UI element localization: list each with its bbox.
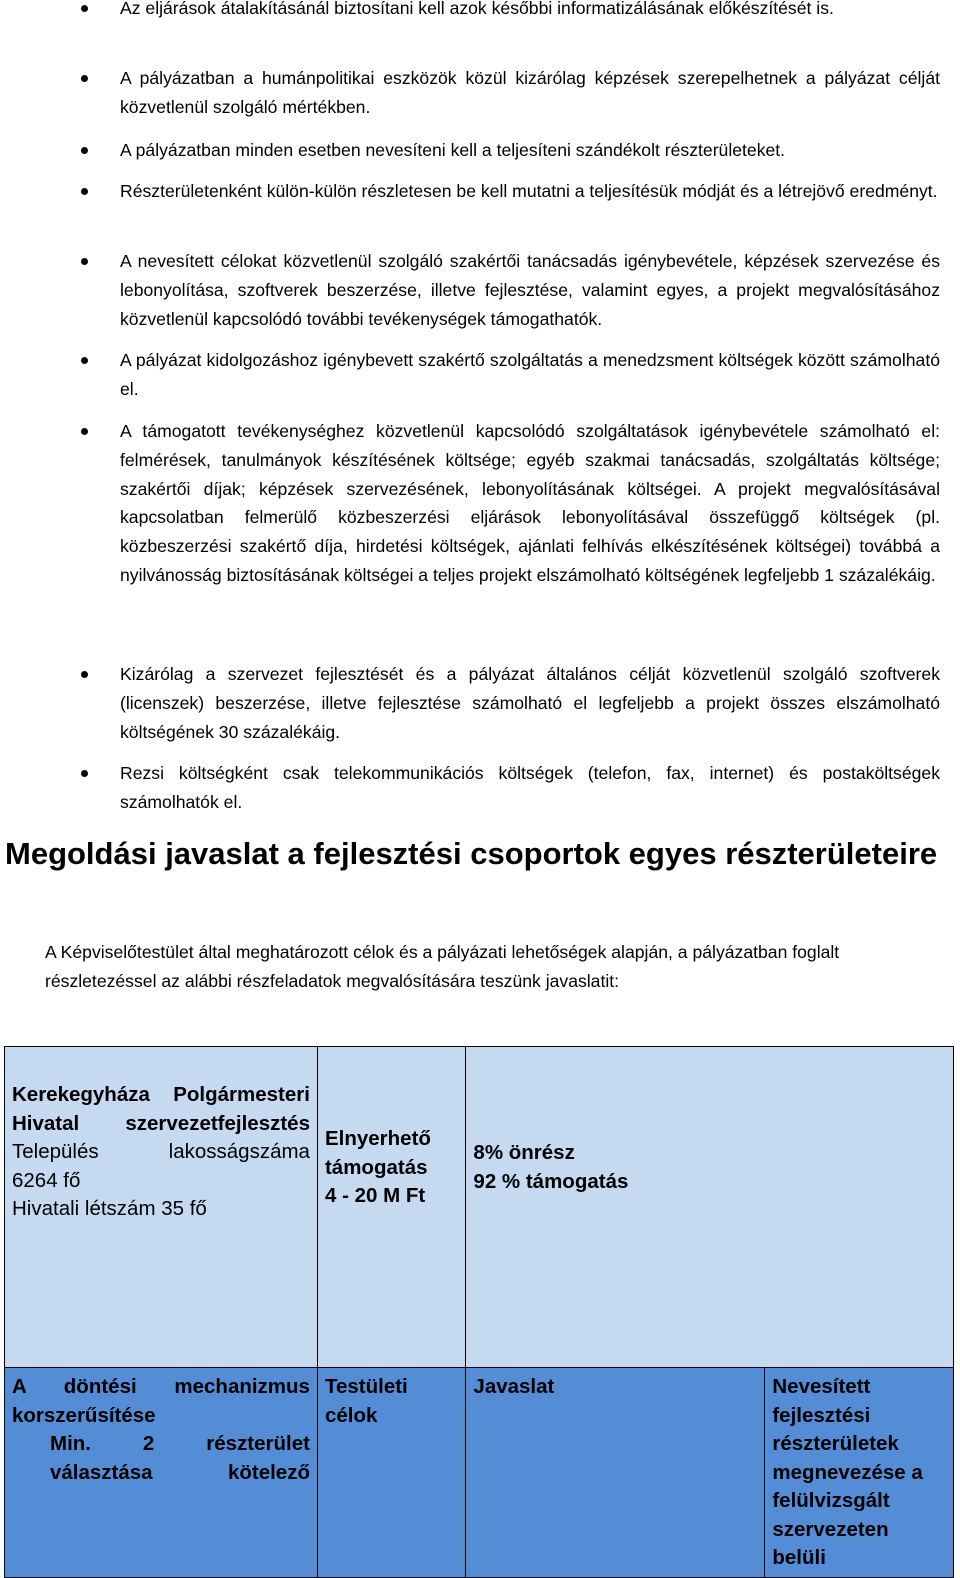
section-heading: Megoldási javaslat a fejlesztési csoportok egyes részterületeire [5,836,938,871]
bullet-item: A pályázatban a humánpolitikai eszközök közül kizárólag képzések szerepelhetnek a pályázat célját közvetlenül szolgáló mértékben. [120,64,940,122]
decision-mechanism-cell [5,1368,318,1578]
bullet-item: A pályázat kidolgozáshoz igénybevett szakértő szolgáltatás a menedzsment költségek között számolható el. [120,346,940,404]
grant-label: Elnyerhető támogatás [324,1127,431,1179]
proposal-cell: Javaslat [466,1368,765,1578]
decision-note: Min. 2 részterület választása kötelező [50,1432,310,1484]
council-goals-cell: Testületi célok [317,1368,465,1578]
bullet-dot-icon [81,428,88,435]
proposal-table [4,1046,954,1578]
population-value: 6264 fő [12,1168,81,1192]
bullet-dot-icon [81,147,88,154]
grant-cell [317,1047,465,1368]
bullet-item: Az eljárások átalakításánál biztosítani kell azok későbbi informatizálásának előkészítését is. [120,0,940,23]
table-row [5,1047,954,1368]
decision-title: A döntési mechanizmus korszerűsítése [12,1375,310,1427]
population-label: Település lakosságszáma [12,1140,310,1163]
bullet-dot-icon [81,770,88,777]
bullet-item: Részterületenként külön-külön részletesen be kell mutatni a teljesítésük módját és a létrejövő eredményt. [120,177,940,206]
funding-split-cell [466,1047,954,1368]
org-name: Kerekegyháza Polgármesteri Hivatal szervezetfejlesztés [12,1083,310,1135]
bullet-item: A nevesített célokat közvetlenül szolgáló szakértői tanácsadás igénybevétele, képzések szervezése és lebonyolítása, szoftverek beszerzése, illetve fejlesztése, valamint egyes, a projekt megvalósításához közvetlenül kapcsolódó további tevékenységek támogathatók. [120,247,940,333]
bullet-dot-icon [81,75,88,82]
table-row [5,1368,954,1578]
bullet-dot-icon [81,188,88,195]
intro-paragraph: A Képviselőtestület által meghatározott célok és a pályázati lehetőségek alapján, a pályázatban foglalt részletezéssel az alábbi részfeladatok megvalósítására teszünk javaslatit: [45,942,840,991]
bullet-dot-icon [81,5,88,12]
bullet-dot-icon [81,671,88,678]
grant-range: 4 - 20 M Ft [324,1184,426,1207]
bullet-item: A támogatott tevékenységhez közvetlenül kapcsolódó szolgáltatások igénybevétele számolható el: felmérések, tanulmányok készítésének költsége; egyéb szakmai tanácsadás, szolgáltatás költsége; szakértői díjak; képzések szervezésének, lebonyolításának költségei. A projekt megvalósításával kapcsolatban felmerülő közbeszerzési eljárások lebonyolításával összefüggő költségek (pl. közbeszerzési szakértő díja, hirdetési költségek, ajánlati felhívás elkészítésének költségei) továbbá a nyilvánosság biztosításának költségei a teljes projekt elszámolható költségének legfeljebb 1 százalékáig. [120,417,940,590]
named-subareas-cell: Nevesített fejlesztési részterületek megnevezése a felülvizsgált szervezeten belüli [765,1368,954,1578]
bullet-dot-icon [81,357,88,364]
staff-count: Hivatali létszám 35 fő [12,1197,207,1220]
bullet-dot-icon [81,258,88,265]
bullet-item: A pályázatban minden esetben nevesíteni kell a teljesíteni szándékolt részterületeket. [120,136,940,165]
bullet-item: Rezsi költségként csak telekommunikációs költségek (telefon, fax, internet) és postaköltségek számolhatók el. [120,759,940,817]
support-share: 92 % támogatás [473,1169,629,1193]
own-share: 8% önrész [473,1141,575,1164]
organization-cell [5,1047,318,1368]
bullet-item: Kizárólag a szervezet fejlesztését és a pályázat általános célját közvetlenül szolgáló szoftverek (licenszek) beszerzése, illetve fejlesztése számolható el legfeljebb a projekt összes elszámolható költségének 30 százalékáig. [120,660,940,746]
